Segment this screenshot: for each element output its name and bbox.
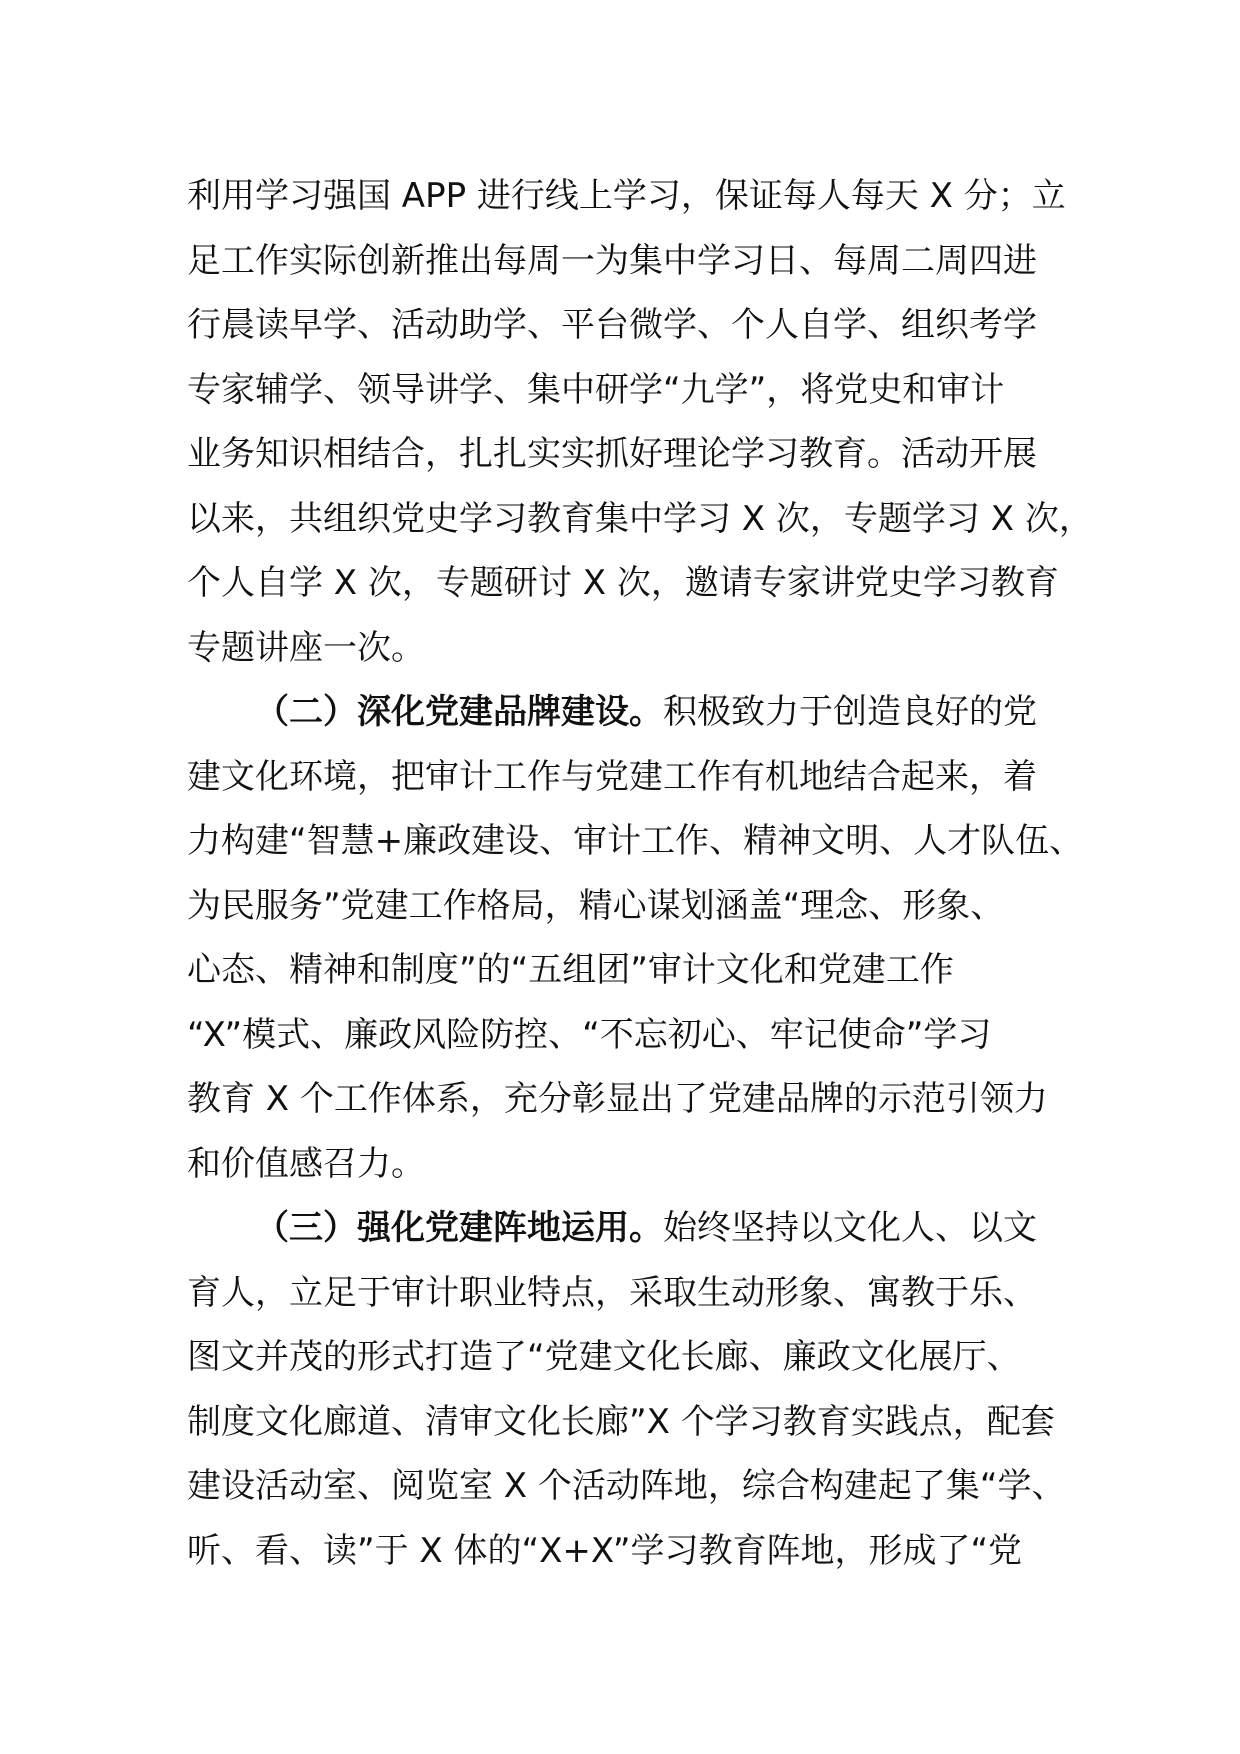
text-run: 积极致力于创造良好的党 (663, 692, 1037, 732)
text-line: 建设活动室、阅览室 X 个活动阵地，综合构建起了集“学、 (187, 1466, 1066, 1506)
section-heading: （二）深化党建品牌建设。 (255, 692, 663, 732)
section-heading: （三）强化党建阵地运用。 (255, 1208, 663, 1248)
paragraph-party-position (187, 1196, 1087, 1583)
text-line: 教育 X 个工作体系，充分彰显出了党建品牌的示范引领力 (187, 1079, 1048, 1119)
text-line: 业务知识相结合，扎扎实实抓好理论学习教育。活动开展 (187, 434, 1037, 474)
text-line: 行晨读早学、活动助学、平台微学、个人自学、组织考学 (187, 305, 1037, 345)
text-line: 制度文化廊道、清审文化长廊”X 个学习教育实践点，配套 (187, 1401, 1055, 1442)
paragraph-study-activities (187, 164, 1093, 680)
text-line: 育人，立足于审计职业特点，采取生动形象、寓教于乐、 (187, 1272, 1037, 1313)
text-line: 个人自学 X 次，专题研讨 X 次，邀请专家讲党史学习教育 (187, 563, 1059, 603)
text-line: 专家辅学、领导讲学、集中研学“九学”，将党史和审计 (187, 369, 1005, 410)
text-line: 建文化环境，把审计工作与党建工作有机地结合起来，着 (187, 756, 1037, 797)
text-line: 听、看、读”于 X 体的“X+X”学习教育阵地，形成了“党 (187, 1530, 1023, 1571)
paragraph-party-brand (187, 680, 1087, 1196)
text-line: 和价值感召力。 (187, 1143, 425, 1184)
text-line: “X”模式、廉政风险防控、“不忘初心、牢记使命”学习 (187, 1014, 992, 1055)
text-line: 图文并茂的形式打造了“党建文化长廊、廉政文化展厅、 (187, 1337, 1021, 1377)
text-line: 以来，共组织党史学习教育集中学习 X 次，专题学习 X 次， (187, 498, 1093, 539)
text-line-first (187, 1196, 1087, 1261)
document-body (187, 164, 1093, 1583)
text-line: 利用学习强国 APP 进行线上学习，保证每人每天 X 分；立 (187, 176, 1066, 216)
text-line: 心态、精神和制度”的“五组团”审计文化和党建工作 (187, 950, 954, 990)
text-line-first (187, 680, 1087, 745)
text-line: 专题讲座一次。 (187, 627, 425, 668)
text-line: 为民服务”党建工作格局，精心谋划涵盖“理念、形象、 (187, 885, 1005, 926)
text-run: 始终坚持以文化人、以文 (663, 1208, 1037, 1248)
text-line: 足工作实际创新推出每周一为集中学习日、每周二周四进 (187, 240, 1037, 281)
text-line: 力构建“智慧+廉政建设、审计工作、精神文明、人才队伍、 (187, 821, 1084, 861)
